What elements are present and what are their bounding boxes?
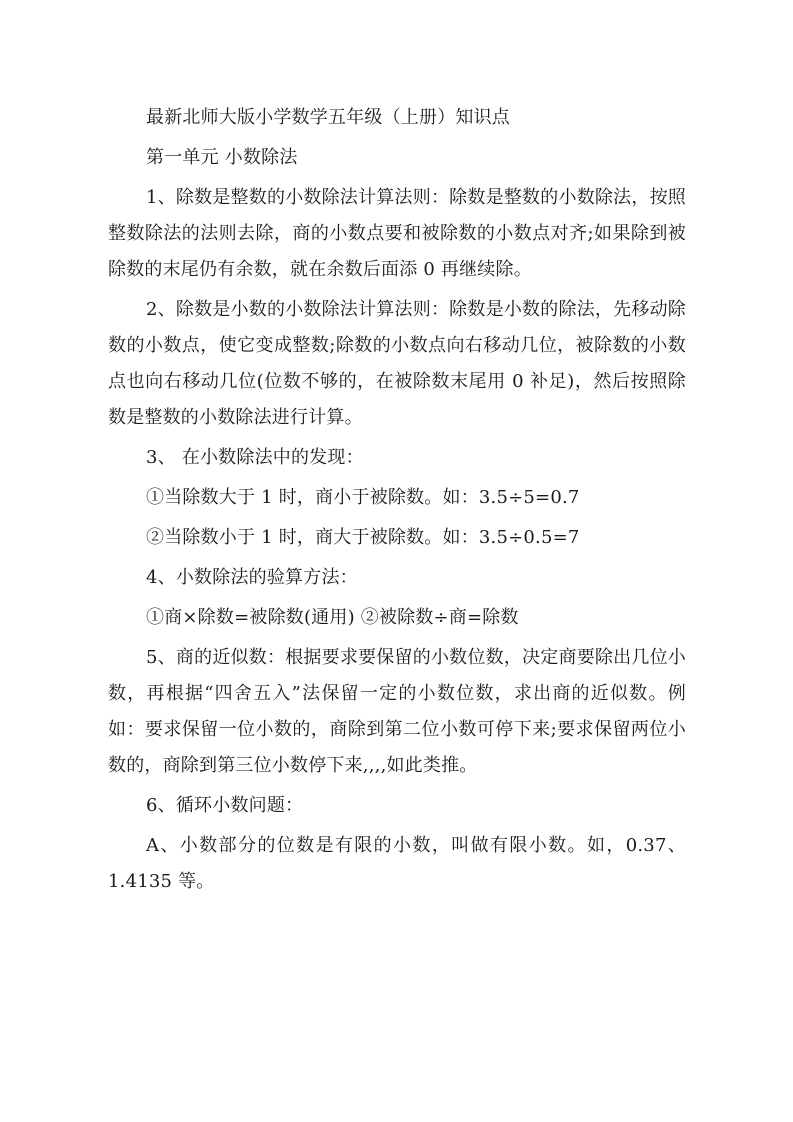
paragraph-check-heading: 4、小数除法的验算方法： [146, 567, 358, 588]
paragraph-repeating-heading: 6、循环小数问题： [146, 795, 304, 816]
paragraph-discovery-1: ①当除数大于 1 时，商小于被除数。如：3.5÷5=0.7 [146, 487, 580, 508]
paragraph-rule-2: 2、除数是小数的小数除法计算法则：除数是小数的除法，先移动除数的小数点，使它变成整数;除数的小数点向右移动几位，被除数的小数点也向右移动几位(位数不够的，在被除数末尾用 0 补足)，然后按照除数是整数的小数除法进行计算。 [108, 299, 686, 428]
document-title: 最新北师大版小学数学五年级（上册）知识点 [146, 107, 510, 128]
paragraph-rule-1: 1、除数是整数的小数除法计算法则：除数是整数的小数除法，按照整数除法的法则去除，商的小数点要和被除数的小数点对齐;如果除到被除数的末尾仍有余数，就在余数后面添 0 再继续除。 [108, 187, 686, 280]
paragraph-approximation: 5、商的近似数：根据要求要保留的小数位数，决定商要除出几位小数，再根据“四舍五入”法保留一定的小数位数，求出商的近似数。例如：要求保留一位小数的，商除到第二位小数可停下来;要求保留两位小数的，商除到第三位小数停下来,,,,如此类推。 [108, 647, 686, 776]
document-page [108, 100, 686, 904]
paragraph-discovery-2: ②当除数小于 1 时，商大于被除数。如：3.5÷0.5=7 [146, 527, 580, 548]
unit-heading: 第一单元 小数除法 [146, 147, 298, 168]
paragraph-check-methods: ①商×除数=被除数(通用) ②被除数÷商=除数 [146, 607, 519, 628]
paragraph-finite-decimal: A、小数部分的位数是有限的小数，叫做有限小数。如，0.37、1.4135 等。 [108, 835, 686, 892]
paragraph-discovery-heading: 3、 在小数除法中的发现： [146, 447, 364, 468]
